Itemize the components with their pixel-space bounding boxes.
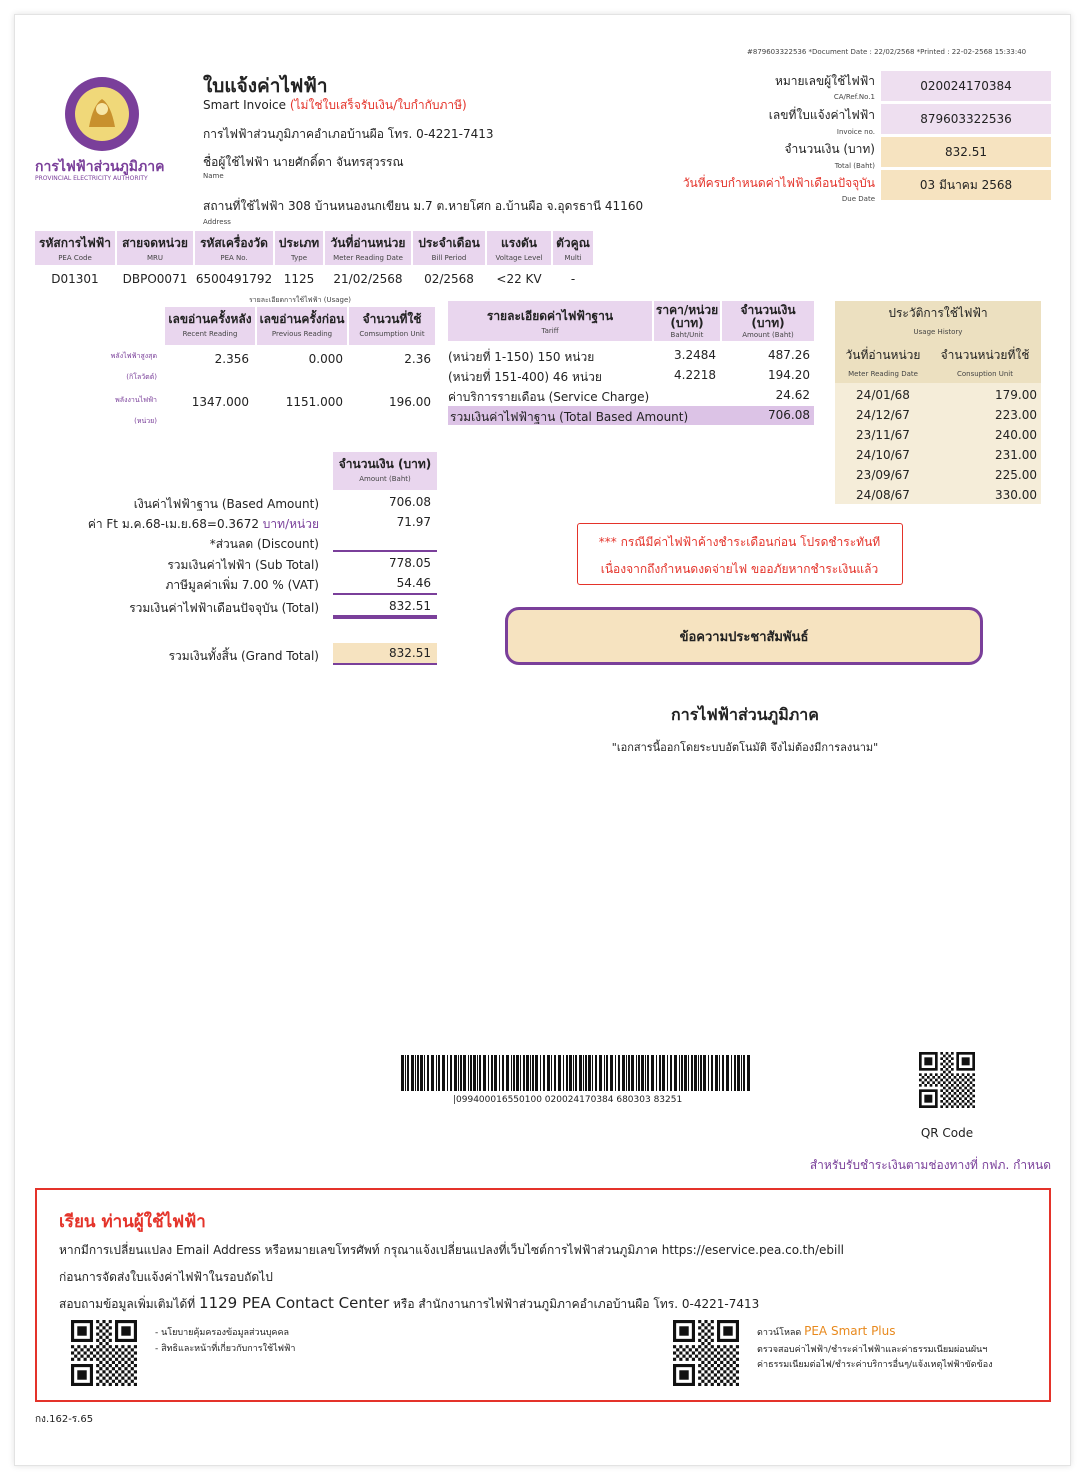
history-row1-date: 24/01/68 [856, 388, 910, 402]
tariff-col-amount [722, 301, 814, 341]
based-amount-value: 706.08 [389, 495, 431, 509]
meter-col-bill-period [413, 231, 485, 265]
tariff-col-desc [448, 301, 652, 341]
col-th: จำนวนที่ใช้ [362, 312, 422, 326]
col-en: Voltage Level [495, 254, 543, 262]
usage-col-previous [257, 307, 347, 345]
name-en-label: Name [203, 172, 224, 180]
qr2-line3: ค่าธรรมเนียมต่อไฟ/ชำระค่าบริการอื่นๆ/แจ้งเหตุไฟฟ้าขัดข้อง [757, 1360, 993, 1370]
tariff-row1-desc: (หน่วยที่ 1-150) 150 หน่วย [448, 350, 595, 364]
meter-col-pea-code [35, 231, 115, 265]
contact-suffix: หรือ สำนักงานการไฟฟ้าส่วนภูมิภาคอำเภอบ้านผือ โทร. 0-4221-7413 [392, 1297, 760, 1311]
history-row1-units: 179.00 [995, 388, 1037, 402]
pr-message-text: ข้อความประชาสัมพันธ์ [679, 630, 809, 645]
meter-col-reading-date [325, 231, 411, 265]
current-total-label: รวมเงินค่าไฟฟ้าเดือนปัจจุบัน (Total) [129, 601, 319, 615]
meter-value-multi: - [570, 272, 576, 286]
subtotal-label: รวมเงินค่าไฟฟ้า (Sub Total) [167, 558, 319, 572]
col-en: Previous Reading [271, 330, 333, 338]
usage-row2-previous: 1151.000 [285, 395, 343, 409]
col-th: รายละเอียดค่าไฟฟ้าฐาน [486, 309, 614, 323]
ft-label [55, 515, 319, 534]
qr2-line2: ตรวจสอบค่าไฟฟ้า/ชำระค่าไฟฟ้าและค่าธรรมเนียมผ่อนผันฯ [757, 1345, 988, 1355]
download-prefix: ดาวน์โหลด [757, 1328, 802, 1338]
invoice-page [14, 14, 1071, 1466]
history-col-date: วันที่อ่านหน่วย [845, 348, 921, 362]
meter-value-type: 1125 [283, 272, 315, 286]
notice-line1: *** กรณีมีค่าไฟฟ้าค้างชำระเดือนก่อน โปรดชำระทันที [598, 535, 881, 549]
meter-col-mru [117, 231, 193, 265]
customer-name: ชื่อผู้ใช้ไฟฟ้า นายศักดิ์ดา จันทรสุวรรณ [203, 155, 404, 169]
contact-prefix: สอบถามข้อมูลเพิ่มเติมได้ที่ [59, 1297, 196, 1311]
ft-value: 71.97 [396, 515, 431, 529]
usage-caption: รายละเอียดการใช้ไฟฟ้า (Usage) [248, 296, 352, 304]
history-row3-date: 23/11/67 [856, 428, 910, 442]
col-th: แรงดัน [500, 236, 538, 250]
tariff-col-rate [654, 301, 720, 341]
invoice-subtitle [203, 96, 467, 115]
history-row3-units: 240.00 [995, 428, 1037, 442]
overdue-notice [577, 523, 903, 585]
col-en: Comsumption Unit [359, 330, 425, 338]
meter-value-mru: DBPO0071 [122, 272, 188, 286]
tariff-row1-amount: 487.26 [768, 348, 810, 362]
tariff-row2-desc: (หน่วยที่ 151-400) 46 หน่วย [448, 370, 602, 384]
usage-row1-previous: 0.000 [308, 352, 343, 366]
history-row6-units: 330.00 [995, 488, 1037, 502]
org-name-en: PROVINCIAL ELECTRICITY AUTHORITY [35, 175, 148, 182]
meter-col-voltage [487, 231, 551, 265]
total-value: 832.51 [881, 137, 1051, 167]
meter-col-pea-no [195, 231, 273, 265]
tariff-row3-amount: 24.62 [775, 388, 810, 402]
meter-value-voltage: <22 KV [496, 272, 542, 286]
based-amount-label: เงินค่าไฟฟ้าฐาน (Based Amount) [133, 497, 319, 511]
due-date-value: 03 มีนาคม 2568 [881, 170, 1051, 200]
qr-caption: สำหรับรับชำระเงินตามช่องทางที่ กฟภ. กำหนด [809, 1158, 1051, 1172]
tariff-row2-amount: 194.20 [768, 368, 810, 382]
total-label: จำนวนเงิน (บาท) [784, 142, 875, 156]
total-rule [333, 593, 437, 595]
col-en: Meter Reading Date [333, 254, 403, 262]
invoice-no-en: Invoice no. [836, 128, 875, 136]
usage-row1-label1: พลังไฟฟ้าสูงสุด [110, 352, 157, 360]
letter-line1: หากมีการเปลี่ยนแปลง Email Address หรือหมายเลขโทรศัพท์ กรุณาแจ้งเปลี่ยนแปลงที่เว็บไซต์การไฟฟ้าส่วนภูมิภาค https://eservice.pea.co.th/ebill [59, 1243, 845, 1257]
qr-label: QR Code [920, 1126, 974, 1140]
pea-logo [63, 75, 141, 153]
col-th: วันที่อ่านหน่วย [330, 236, 406, 250]
col-en: Bill Period [431, 254, 467, 262]
document-meta: #879603322536 *Document Date : 22/02/2568 *Printed : 22-02-2568 15:33:40 [747, 48, 1027, 56]
col-th: เลขอ่านครั้งก่อน [259, 312, 345, 326]
app-name: PEA Smart Plus [804, 1324, 896, 1338]
usage-row2-label1: พลังงานไฟฟ้า [115, 396, 157, 404]
history-col-units: จำนวนหน่วยที่ใช้ [940, 348, 1030, 362]
history-row5-date: 23/09/67 [856, 468, 910, 482]
footer-org-name: การไฟฟ้าส่วนภูมิภาค [671, 705, 819, 724]
ca-value: 020024170384 [881, 71, 1051, 101]
usage-row2-recent: 1347.000 [191, 395, 249, 409]
qr1-line1: - นโยบายคุ้มครองข้อมูลส่วนบุคคล [155, 1328, 289, 1338]
notice-line2: เนื่องจากถึงกำหนดงดจ่ายไฟ ขออภัยหากชำระเงินแล้ว [600, 562, 879, 576]
meter-value-pea-code: D01301 [51, 272, 99, 286]
invoice-title: ใบแจ้งค่าไฟฟ้า [203, 75, 328, 97]
subtotal-rule [333, 550, 437, 552]
tariff-total-desc: รวมเงินค่าไฟฟ้าฐาน (Total Based Amount) [450, 410, 689, 424]
subtitle-text: Smart Invoice [203, 98, 287, 112]
invoice-no-value: 879603322536 [881, 104, 1051, 134]
col-en: Tariff [541, 327, 559, 335]
vat-label: ภาษีมูลค่าเพิ่ม 7.00 % (VAT) [165, 578, 319, 592]
discount-label: *ส่วนลด (Discount) [209, 537, 319, 551]
history-row5-units: 225.00 [995, 468, 1037, 482]
history-row4-units: 231.00 [995, 448, 1037, 462]
privacy-qr-code [71, 1320, 137, 1386]
customer-notice-box [35, 1188, 1051, 1402]
col-en: PEA No. [220, 254, 248, 262]
meter-value-pea-no: 6500491792 [195, 272, 273, 286]
usage-row1-used: 2.36 [404, 352, 431, 366]
payment-qr-code [919, 1052, 975, 1108]
tariff-row2-rate: 4.2218 [674, 368, 716, 382]
total-double-rule [333, 615, 437, 619]
col-en: Baht/Unit [670, 331, 704, 339]
pr-message-box [505, 607, 983, 665]
col-en: MRU [146, 254, 164, 262]
col-en: Type [290, 254, 308, 262]
letter-line2: ก่อนการจัดส่งใบแจ้งค่าไฟฟ้าในรอบถัดไป [59, 1270, 273, 1284]
qr1-line2: - สิทธิและหน้าที่เกี่ยวกับการใช้ไฟฟ้า [155, 1344, 296, 1354]
qr2-line1 [757, 1324, 896, 1339]
history-row6-date: 24/08/67 [856, 488, 910, 502]
ft-unit: บาท/หน่วย [262, 517, 319, 531]
payment-barcode [401, 1055, 751, 1091]
ft-period: ค่า Ft ม.ค.68-เม.ย.68=0.3672 [87, 517, 259, 531]
col-th: ประจำเดือน [418, 236, 480, 250]
tariff-total-amount: 706.08 [768, 408, 810, 422]
letter-line3 [59, 1294, 759, 1314]
usage-history-title-en: Usage History [913, 328, 963, 336]
col-th: สายจดหน่วย [122, 236, 188, 250]
org-name-th: การไฟฟ้าส่วนภูมิภาค [35, 159, 165, 175]
meter-col-type [275, 231, 323, 265]
col-th: ราคา/หน่วย (บาท) [655, 303, 719, 330]
usage-row2-label2: (หน่วย) [134, 417, 157, 425]
col-en: Amount (Baht) [742, 331, 794, 339]
history-col-date-en: Meter Reading Date [848, 370, 918, 378]
subtotal-value: 778.05 [389, 556, 431, 570]
col-th: จำนวนเงิน (บาท) [338, 457, 432, 471]
service-address: สถานที่ใช้ไฟฟ้า 308 บ้านหนองนกเขียน ม.7 ต.หายโศก อ.บ้านผือ จ.อุดรธานี 41160 [203, 199, 644, 213]
due-date-label: วันที่ครบกำหนดค่าไฟฟ้าเดือนปัจจุบัน [682, 176, 875, 190]
usage-row1-label2: (กิโลวัตต์) [126, 373, 157, 381]
vat-value: 54.46 [396, 576, 431, 590]
history-row2-date: 24/12/67 [856, 408, 910, 422]
total-en: Total (Baht) [834, 162, 875, 170]
office-line: การไฟฟ้าส่วนภูมิภาคอำเภอบ้านผือ โทร. 0-4221-7413 [203, 127, 494, 141]
meter-value-bill-period: 02/2568 [424, 272, 474, 286]
col-th: รหัสการไฟฟ้า [39, 236, 111, 250]
ca-en: CA/Ref.No.1 [833, 93, 875, 101]
tariff-row1-rate: 3.2484 [674, 348, 716, 362]
amount-col-header [333, 452, 437, 490]
subtitle-note: (ไม่ใช่ใบเสร็จรับเงิน/ใบกำกับภาษี) [289, 98, 467, 112]
usage-row2-used: 196.00 [389, 395, 431, 409]
col-en: Recent Reading [182, 330, 238, 338]
meter-value-reading-date: 21/02/2568 [333, 272, 403, 286]
usage-history-title: ประวัติการใช้ไฟฟ้า [888, 306, 988, 320]
auto-doc-note: "เอกสารนี้ออกโดยระบบอัตโนมัติ จึงไม่ต้องมีการลงนาม" [611, 741, 879, 754]
form-code: กง.162-ร.65 [35, 1414, 94, 1425]
col-en: Multi [564, 254, 582, 262]
grand-total-value: 832.51 [389, 646, 431, 660]
usage-row1-recent: 2.356 [214, 352, 249, 366]
grand-total-rule [333, 663, 437, 665]
meter-col-multi [553, 231, 593, 265]
usage-col-recent [165, 307, 255, 345]
history-row4-date: 24/10/67 [856, 448, 910, 462]
usage-col-used [349, 307, 435, 345]
current-total-value: 832.51 [389, 599, 431, 613]
due-date-en: Due Date [841, 195, 875, 203]
history-row2-units: 223.00 [995, 408, 1037, 422]
col-th: รหัสเครื่องวัด [200, 236, 268, 250]
tariff-row3-desc: ค่าบริการรายเดือน (Service Charge) [448, 390, 650, 404]
col-en: Amount (Baht) [359, 475, 411, 483]
invoice-no-label: เลขที่ใบแจ้งค่าไฟฟ้า [768, 108, 875, 122]
col-en: PEA Code [58, 254, 92, 262]
col-th: ตัวคูณ [556, 236, 590, 250]
history-col-units-en: Consuption Unit [956, 370, 1014, 378]
ca-label: หมายเลขผู้ใช้ไฟฟ้า [774, 74, 875, 88]
col-th: จำนวนเงิน (บาท) [740, 303, 796, 330]
barcode-text: |099400016550100 020024170384 680303 83251 [453, 1095, 683, 1105]
col-th: ประเภท [278, 236, 320, 250]
grand-total-label: รวมเงินทั้งสิ้น (Grand Total) [168, 649, 319, 663]
letter-greeting: เรียน ท่านผู้ใช้ไฟฟ้า [59, 1212, 206, 1232]
contact-center: 1129 PEA Contact Center [199, 1294, 390, 1312]
col-th: เลขอ่านครั้งหลัง [168, 312, 252, 326]
app-qr-code [673, 1320, 739, 1386]
address-en-label: Address [203, 218, 231, 226]
